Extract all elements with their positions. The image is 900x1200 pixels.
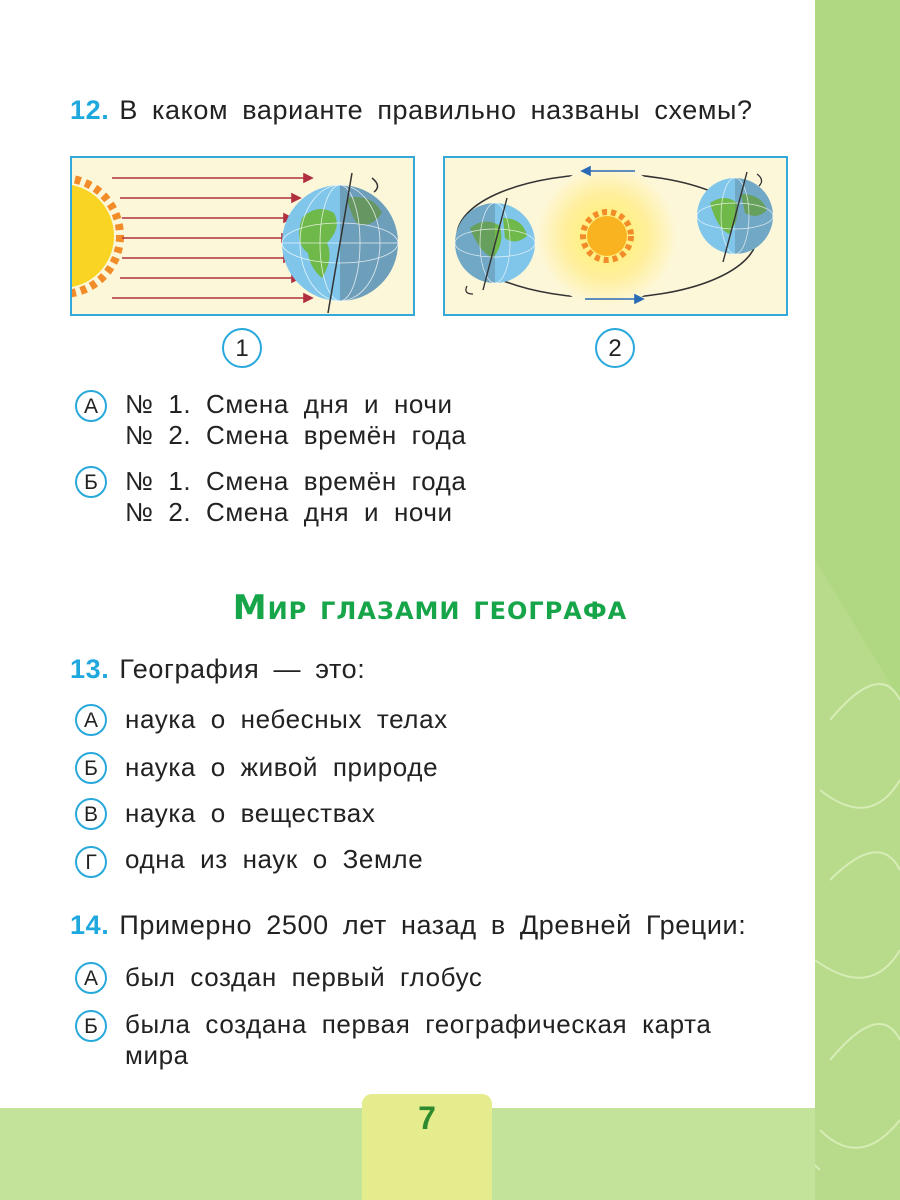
question-12-title bbox=[70, 95, 753, 126]
globe-icon bbox=[282, 173, 398, 313]
option-a-circle[interactable]: А bbox=[75, 704, 107, 736]
option-a-line-1: № 1. Смена дня и ночи bbox=[125, 389, 453, 419]
sun-rays-arrows bbox=[112, 174, 312, 302]
diagram-seasons bbox=[443, 156, 788, 316]
diagram-1-label: 1 bbox=[222, 328, 262, 368]
sun-icon bbox=[72, 178, 120, 294]
option-b-line-1: была создана первая географическая карта bbox=[125, 1009, 712, 1039]
option-c-circle[interactable]: В bbox=[75, 798, 107, 830]
page-number: 7 bbox=[418, 1100, 436, 1136]
option-c-text: наука о веществах bbox=[125, 798, 376, 828]
question-text: Примерно 2500 лет назад в Древней Греции: bbox=[119, 910, 747, 940]
option-b-circle[interactable]: Б bbox=[75, 466, 107, 498]
option-b-line-2: № 2. Смена дня и ночи bbox=[125, 497, 453, 527]
option-d-circle[interactable]: Г bbox=[75, 846, 107, 878]
question-text: География — это: bbox=[119, 654, 366, 684]
option-b-line-2: мира bbox=[125, 1040, 189, 1070]
diagram-day-night bbox=[70, 156, 415, 316]
option-b-circle[interactable]: Б bbox=[75, 1010, 107, 1042]
option-a-circle[interactable]: А bbox=[75, 962, 107, 994]
option-a-line-2: № 2. Смена времён года bbox=[125, 420, 467, 450]
question-number: 13. bbox=[70, 654, 110, 684]
question-14-title bbox=[70, 910, 746, 941]
option-a-text: наука о небесных телах bbox=[125, 704, 448, 734]
option-b-text: наука о живой природе bbox=[125, 752, 439, 782]
globe-right-icon bbox=[697, 172, 773, 262]
option-a-circle[interactable]: А bbox=[75, 390, 107, 422]
option-b-circle[interactable]: Б bbox=[75, 752, 107, 784]
option-a-text: был создан первый глобус bbox=[125, 962, 483, 992]
question-13-title bbox=[70, 654, 365, 685]
section-title: Мир глазами географа bbox=[232, 588, 628, 628]
diagram-2-label: 2 bbox=[595, 328, 635, 368]
question-number: 12. bbox=[70, 95, 110, 125]
globe-left-icon bbox=[455, 198, 535, 294]
question-number: 14. bbox=[70, 910, 110, 940]
option-b-line-1: № 1. Смена времён года bbox=[125, 466, 467, 496]
question-text: В каком варианте правильно названы схемы? bbox=[119, 95, 753, 125]
option-d-text: одна из наук о Земле bbox=[125, 844, 424, 874]
